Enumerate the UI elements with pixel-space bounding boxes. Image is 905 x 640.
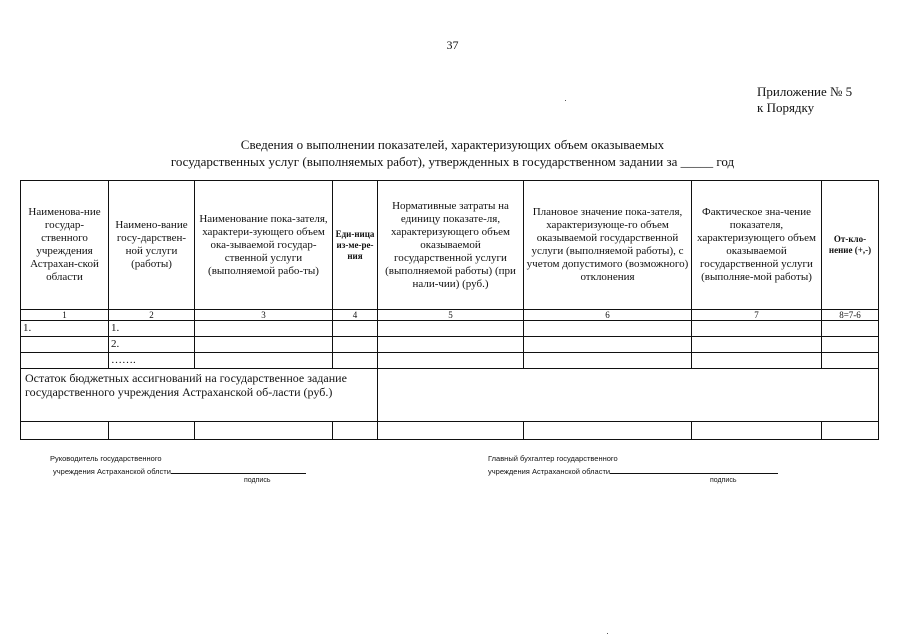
appendix-reference xyxy=(757,84,852,116)
header-service-name: Наимено-вание госу-дарствен-ной услуги (работы) xyxy=(109,181,195,310)
appendix-line-1: Приложение № 5 xyxy=(757,84,853,99)
table-row xyxy=(21,422,879,440)
table-cell xyxy=(692,422,822,440)
accountant-signature-line xyxy=(610,465,778,474)
title-line-2: государственных услуг (выполняемых работ), утвержденных в государственном задании за _____ год xyxy=(170,154,735,169)
table-cell xyxy=(378,321,524,337)
signature-block-director xyxy=(50,452,306,478)
table-row xyxy=(21,353,879,369)
table-cell xyxy=(333,422,378,440)
table-cell xyxy=(195,321,333,337)
table-cell xyxy=(692,337,822,353)
row-institution-cell: 1. xyxy=(21,321,109,337)
column-number-row xyxy=(21,310,879,321)
scan-speck xyxy=(565,100,566,101)
remainder-row xyxy=(21,369,879,422)
indicators-table xyxy=(20,180,879,440)
table-row xyxy=(21,337,879,353)
table-cell xyxy=(21,422,109,440)
table-cell xyxy=(822,422,879,440)
table-cell xyxy=(524,321,692,337)
table-cell xyxy=(692,321,822,337)
column-number: 4 xyxy=(333,310,378,321)
table-cell xyxy=(195,353,333,369)
column-number: 7 xyxy=(692,310,822,321)
table-cell xyxy=(822,353,879,369)
table-cell xyxy=(524,422,692,440)
document-title xyxy=(0,136,905,170)
column-number: 3 xyxy=(195,310,333,321)
signature-block-accountant xyxy=(488,452,778,478)
table-cell xyxy=(822,337,879,353)
accountant-signature-caption: подпись xyxy=(710,477,737,484)
row-service-cell: 2. xyxy=(109,337,195,353)
header-deviation: От-кло-нение (+,-) xyxy=(822,181,879,310)
row-service-cell: 1. xyxy=(109,321,195,337)
row-service-cell: ……. xyxy=(109,353,195,369)
row-institution-cell xyxy=(21,353,109,369)
director-title-line-1: Руководитель государственного xyxy=(50,454,162,463)
row-institution-cell xyxy=(21,337,109,353)
remainder-label: Остаток бюджетных ассигнований на государственное задание государственного учреждения Астраханской об-ласти (руб.) xyxy=(21,369,378,422)
accountant-title-line-1: Главный бухгалтер государственного xyxy=(488,454,618,463)
table-header-row xyxy=(21,181,879,310)
director-signature-caption: подпись xyxy=(244,477,271,484)
column-number: 1 xyxy=(21,310,109,321)
table-cell xyxy=(692,353,822,369)
table-cell xyxy=(109,422,195,440)
header-planned-value: Плановое значение пока-зателя, характеризующе-го объем оказываемой государственной услуги (выполняемой работы), с учетом допустимого (возможного) отклонения xyxy=(524,181,692,310)
header-unit: Еди-ница из-ме-ре-ния xyxy=(333,181,378,310)
table-cell xyxy=(195,337,333,353)
table-cell xyxy=(378,422,524,440)
table-cell xyxy=(333,337,378,353)
column-number: 5 xyxy=(378,310,524,321)
appendix-line-2: к Порядку xyxy=(757,100,815,115)
header-indicator-name: Наименование пока-зателя, характери-зующего объем ока-зываемой государ-ственной услуги (выполняемой рабо-ты) xyxy=(195,181,333,310)
table-cell xyxy=(333,321,378,337)
table-cell xyxy=(524,353,692,369)
table-cell xyxy=(524,337,692,353)
remainder-value-cell xyxy=(378,369,879,422)
table-cell xyxy=(378,337,524,353)
director-title-line-2: учреждения Астраханской облсти xyxy=(53,467,171,476)
table-cell xyxy=(378,353,524,369)
header-actual-value: Фактическое зна-чение показателя, характеризующего объем оказываемой государственной услуги (выполняе-мой работы) xyxy=(692,181,822,310)
table-cell xyxy=(195,422,333,440)
header-normative-costs: Нормативные затраты на единицу показате-ля, характеризующего объем оказываемой государственной услуги (выполняемой работы) (при нали-чии) (руб.) xyxy=(378,181,524,310)
column-number: 2 xyxy=(109,310,195,321)
header-institution-name: Наименова-ние государ-ственного учреждения Астрахан-ской области xyxy=(21,181,109,310)
column-number: 6 xyxy=(524,310,692,321)
title-line-1: Сведения о выполнении показателей, характеризующих объем оказываемых xyxy=(240,137,665,152)
table-cell xyxy=(333,353,378,369)
scan-speck xyxy=(607,633,608,634)
accountant-title-line-2: учреждения Астраханской области xyxy=(488,467,611,476)
page-number: 37 xyxy=(446,38,459,52)
director-signature-line xyxy=(171,465,306,474)
column-number: 8=7-6 xyxy=(822,310,879,321)
table-row xyxy=(21,321,879,337)
table-cell xyxy=(822,321,879,337)
